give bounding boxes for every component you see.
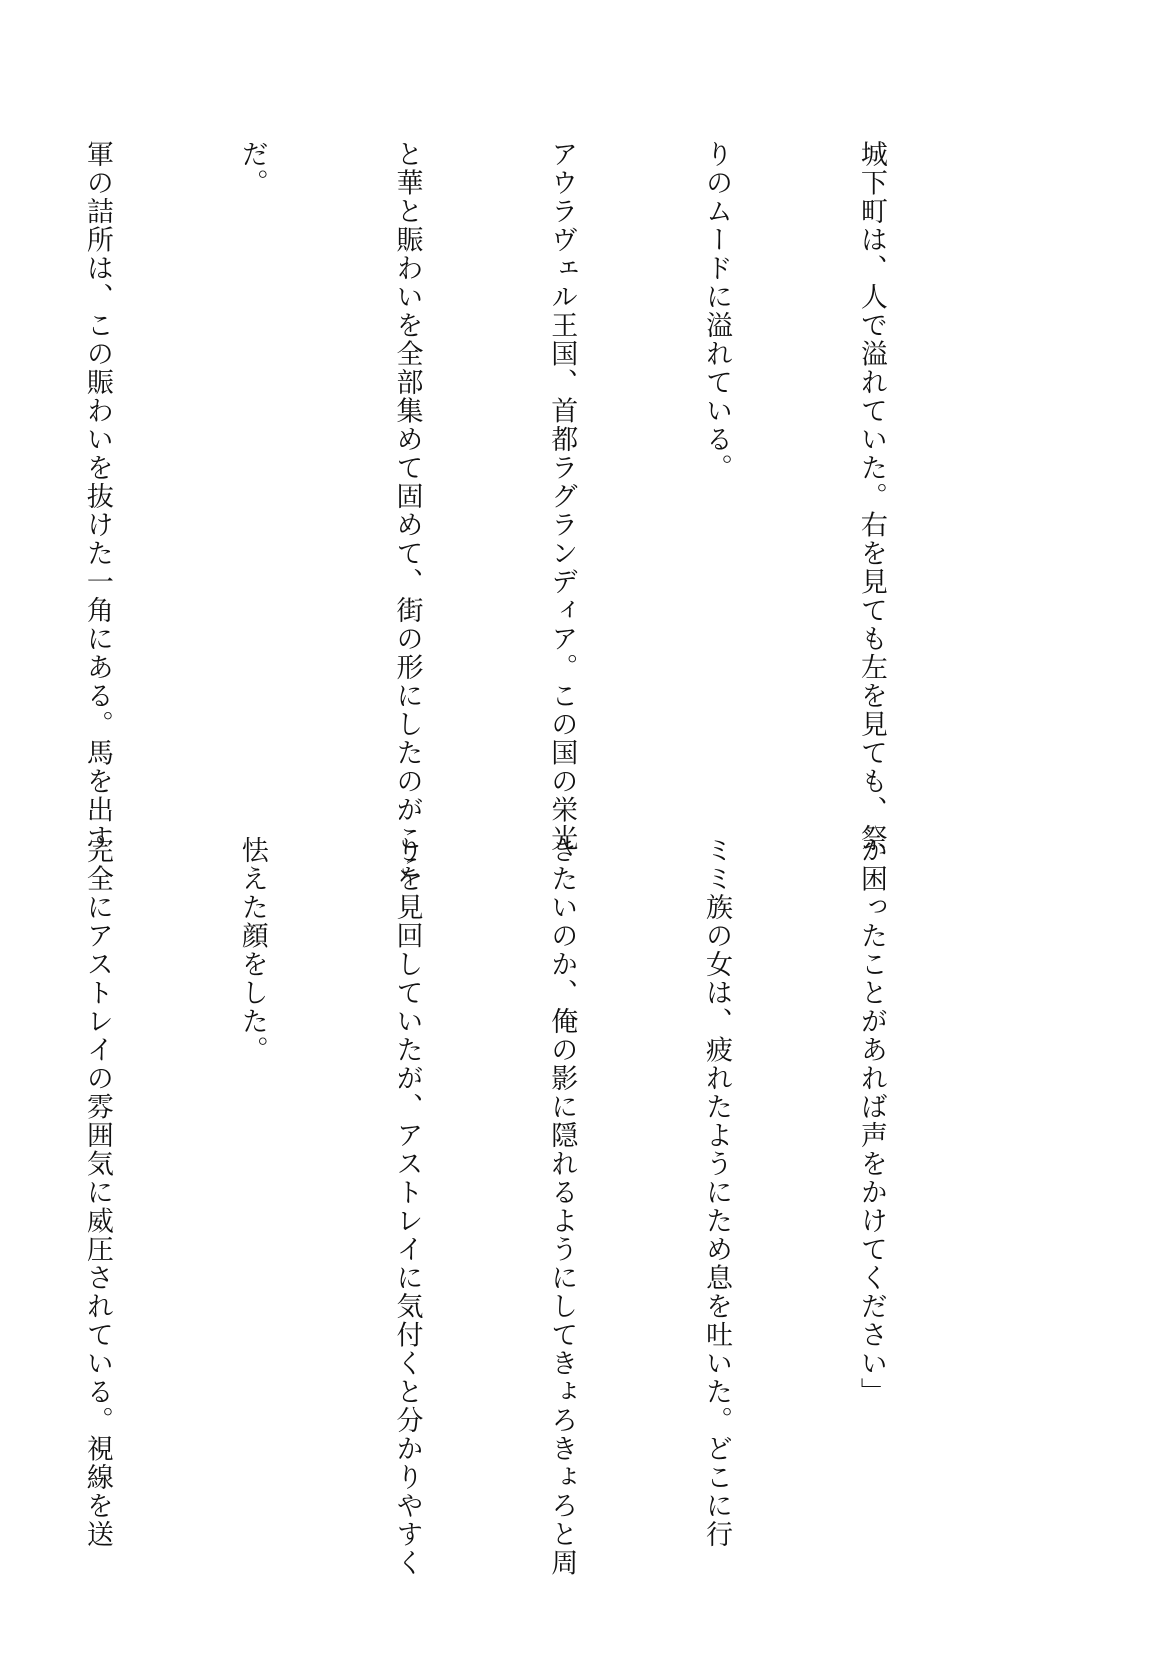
- text-line: 完全にアストレイの雰囲気に威圧されている。視線を送: [81, 836, 113, 1549]
- text-line: 城下町は、人で溢れていた。右を見ても左を見ても、祭: [855, 140, 887, 853]
- text-line: りを見回していたが、アストレイに気付くと分かりやすく: [391, 836, 423, 1577]
- text-block-top: [81, 140, 1000, 881]
- text-line: アウラヴェル王国、首都ラグランディア。この国の栄光: [546, 140, 578, 853]
- text-line: りのムードに溢れている。: [701, 140, 733, 482]
- text-line: と華と賑わいを全部集めて固めて、街の形にしたのがここ: [391, 140, 423, 881]
- text-line: 軍の詰所は、この賑わいを抜けた一角にある。馬を出す: [81, 140, 113, 853]
- text-line: きたいのか、俺の影に隠れるようにしてきょろきょろと周: [546, 836, 578, 1577]
- text-line: だ。: [236, 140, 268, 197]
- text-line: か困ったことがあれば声をかけてください」: [855, 836, 887, 1406]
- text-line: ミミ族の女は、疲れたようにため息を吐いた。どこに行: [701, 836, 733, 1549]
- text-block-bottom: [81, 836, 1000, 1577]
- text-line: 怯えた顔をした。: [236, 836, 268, 1064]
